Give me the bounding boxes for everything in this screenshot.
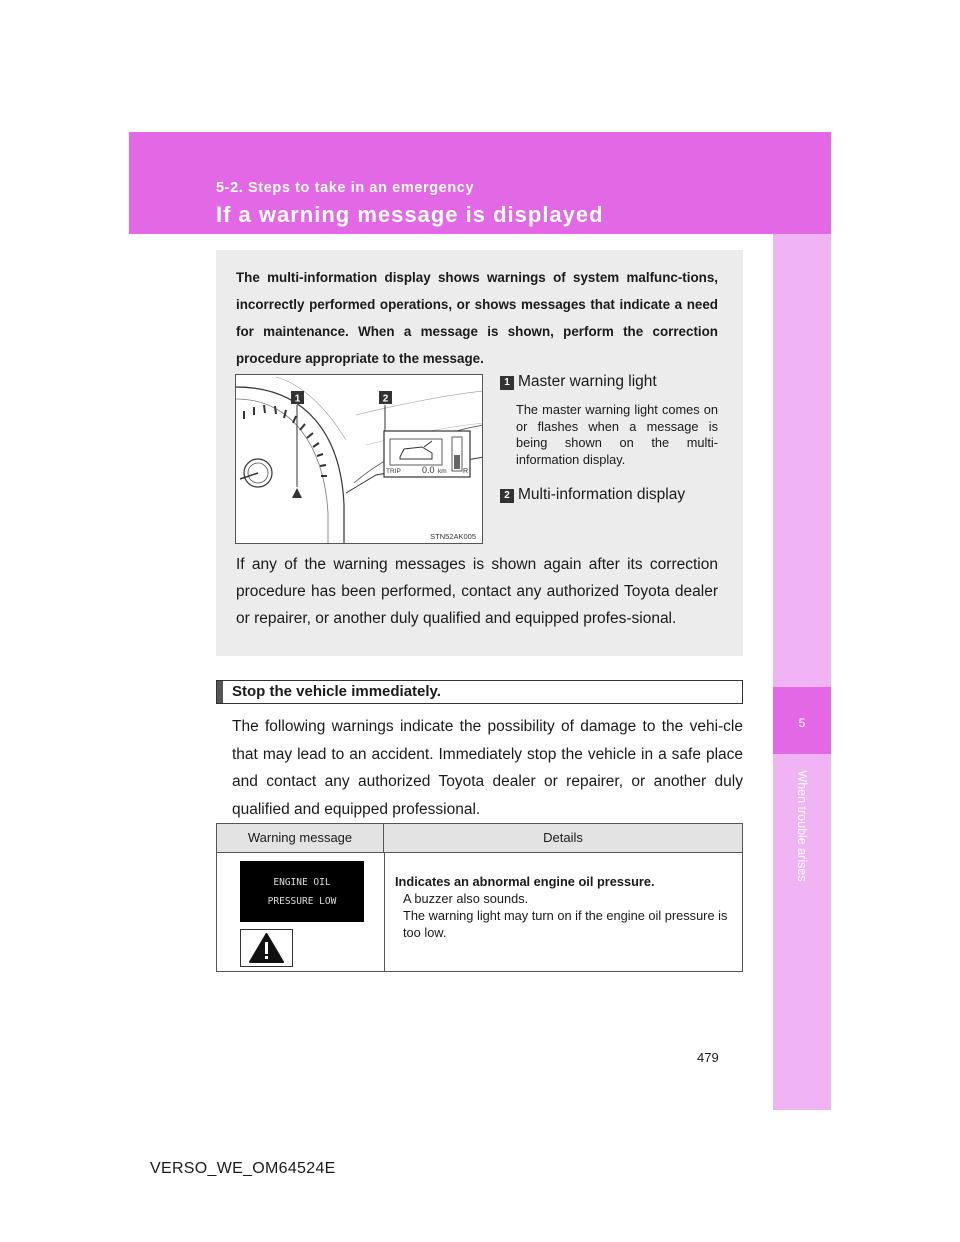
svg-text:1: 1 (294, 393, 301, 405)
chapter-side-tab (773, 234, 831, 1110)
message-line-1: ENGINE OIL (273, 877, 331, 888)
svg-text:2: 2 (382, 393, 389, 405)
followup-text: If any of the warning messages is shown again after its correction procedure has been performed, contact any authorized Toyota dealer or repairer, or another duly qualified and equipped profes-sional. (236, 556, 718, 627)
detail-line-warning-light: The warning light may turn on if the engine oil pressure is too low. (403, 908, 728, 940)
section-label: 5-2. Steps to take in an emergency (216, 180, 475, 196)
heading-bar (217, 681, 223, 703)
document-code: VERSO_WE_OM64524E (150, 1160, 336, 1177)
detail-title: Indicates an abnormal engine oil pressure. (395, 874, 655, 889)
message-line-2: PRESSURE LOW (267, 896, 337, 907)
page-title: If a warning message is displayed (216, 202, 604, 227)
gear-indicator: R (463, 468, 469, 475)
engine-oil-message-display (240, 861, 364, 922)
header-details: Details (543, 830, 583, 845)
callout-badge-2: 2 (500, 489, 514, 503)
callout-title-master-warning: Master warning light (518, 373, 657, 390)
stop-heading: Stop the vehicle immediately. (232, 683, 441, 700)
stop-heading-box (216, 680, 743, 704)
details-cell (395, 873, 735, 941)
detail-line-buzzer: A buzzer also sounds. (403, 891, 529, 906)
table-header (217, 824, 742, 853)
warning-table (216, 823, 743, 972)
column-divider (384, 853, 385, 971)
figure-code: STN52AK005 (430, 532, 476, 541)
stop-body-text: The following warnings indicate the possibility of damage to the vehi-cle that may lead to an accident. Immediately stop the vehicle in a safe place and contact any authorized Toyota dealer or repairer, or another duly qualified and equipped professional. (232, 718, 743, 818)
callout-badge-1: 1 (500, 376, 514, 390)
callout-desc-master-warning: The master warning light comes on or flashes when a message is being shown on the multi-information display. (516, 402, 718, 467)
odometer-unit: km (438, 468, 447, 475)
master-warning-triangle-icon (240, 929, 293, 967)
page-number: 479 (697, 1050, 719, 1065)
chapter-number: 5 (798, 716, 806, 730)
trip-label: TRIP (386, 468, 401, 475)
intro-text: The multi-information display shows warnings of system malfunc-tions, incorrectly performed operations, or shows messages that indicate a need for maintenance. When a message is shown, perform the correction procedure appropriate to the message. (236, 270, 718, 366)
instrument-cluster-figure (235, 374, 483, 544)
chapter-label: When trouble arises (795, 770, 809, 882)
callout-title-multi-info-display: Multi-information display (518, 486, 686, 503)
header-warning-message: Warning message (217, 824, 384, 852)
odometer-value: 0.0 (422, 465, 435, 475)
